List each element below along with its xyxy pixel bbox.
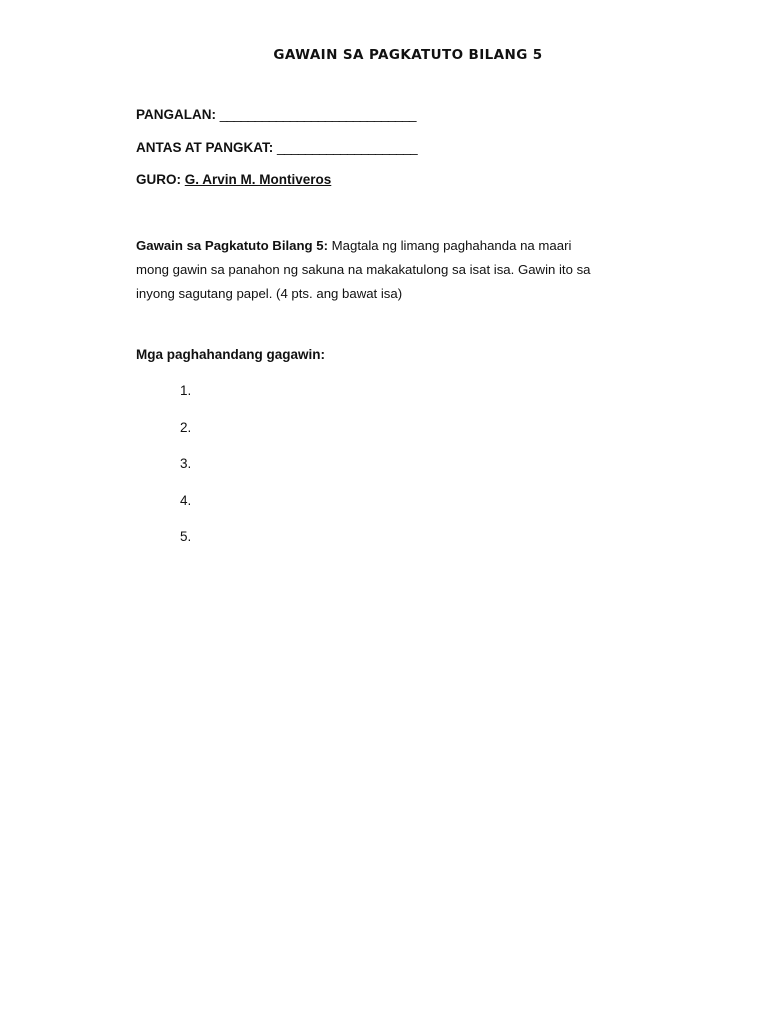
- grade-section-label: ANTAS AT PANGKAT:: [136, 140, 274, 155]
- name-field: [136, 107, 416, 122]
- teacher-name: G. Arvin M. Montiveros: [184, 172, 332, 187]
- teacher-field: [136, 172, 331, 187]
- name-label: PANGALAN:: [136, 107, 216, 122]
- teacher-label: GURO:: [136, 172, 181, 187]
- document-title: GAWAIN SA PAGKATUTO BILANG 5: [273, 47, 543, 63]
- list-heading: Mga paghahandang gagawin:: [136, 347, 326, 362]
- grade-section-field: [136, 140, 417, 155]
- list-item: 2.: [180, 419, 192, 435]
- list-item: 1.: [180, 383, 192, 398]
- list-item: 5.: [180, 529, 192, 544]
- name-blank: ____________________________: [219, 107, 416, 122]
- answer-list: [180, 381, 191, 564]
- instructions-text: Magtala ng limang paghahanda na maari mong gawin sa panahon ng sakuna na makakatulong sa isat isa. Gawin ito sa inyong sagutang papel. (4 pts. ang bawat isa): [136, 238, 591, 301]
- instructions-paragraph: [136, 234, 596, 306]
- list-item: 4.: [180, 492, 192, 508]
- instructions-lead: Gawain sa Pagkatuto Bilang 5:: [136, 238, 328, 253]
- list-item: 3.: [180, 456, 192, 471]
- grade-section-blank: ____________________: [277, 140, 418, 155]
